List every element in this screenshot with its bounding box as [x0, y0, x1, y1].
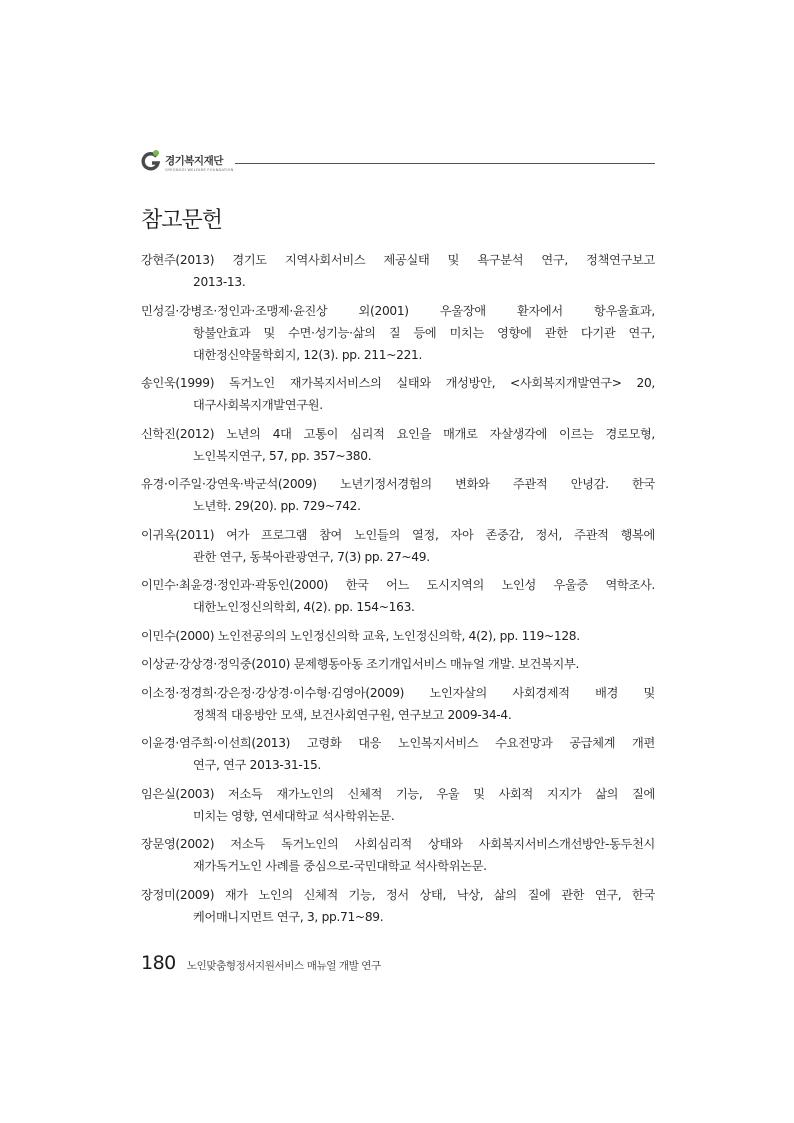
foundation-logo-icon — [141, 149, 163, 173]
reference-line: 노인복지연구, 57, pp. 357~380. — [193, 448, 372, 463]
page-number: 180 — [141, 952, 176, 974]
reference-line: 이민수·최윤경·정인과·곽동인(2000) 한국 어느 도시지역의 노인성 우울증 역학조사. — [141, 578, 655, 592]
reference-entry — [141, 653, 655, 675]
reference-entry — [141, 524, 655, 568]
reference-entry — [141, 884, 655, 928]
reference-line: 유경·이주일·강연욱·박군석(2009) 노년기정서경험의 변화와 주관적 안녕감. 한국 — [141, 477, 655, 491]
reference-line: 대한정신약물학회지, 12(3). pp. 211~221. — [193, 347, 423, 362]
reference-entry — [141, 372, 655, 416]
reference-line: 2013-13. — [193, 275, 246, 289]
page-footer — [141, 952, 381, 978]
reference-line: 이소정·정경희·강은정·강상경·이수형·김영아(2009) 노인자살의 사회경제적 배경 및 — [141, 685, 655, 700]
reference-line: 연구, 연구 2013-31-15. — [193, 758, 322, 772]
reference-entry — [141, 682, 655, 726]
reference-line: 케어매니지먼트 연구, 3, pp.71~89. — [193, 909, 384, 924]
page-header — [141, 148, 655, 178]
reference-entry — [141, 423, 655, 467]
running-title: 노인맞춤형정서지원서비스 매뉴얼 개발 연구 — [186, 960, 381, 972]
header-divider — [235, 163, 655, 164]
reference-line: 대구사회복지개발연구원. — [193, 398, 323, 412]
reference-line: 항불안효과 및 수면·성기능·삶의 질 등에 미치는 영향에 관한 다기관 연구, — [193, 325, 655, 340]
reference-line: 민성길·강병조·정인과·조맹제·윤진상 외(2001) 우울장애 환자에서 항우울효과, — [141, 303, 655, 318]
section-title: 참고문헌 — [141, 208, 223, 233]
reference-line: 미치는 영향, 연세대학교 석사학위논문. — [193, 808, 395, 823]
reference-entry — [141, 625, 655, 647]
reference-line: 이민수(2000) 노인전공의의 노인정신의학 교육, 노인정신의학, 4(2), pp. 119~128. — [141, 628, 580, 643]
foundation-english-name: GYEONGGI WELFARE FOUNDATION — [165, 168, 234, 172]
reference-line: 이귀옥(2011) 여가 프로그램 참여 노인들의 열정, 자아 존중감, 정서, 주관적 행복에 — [141, 527, 655, 542]
reference-list — [141, 249, 655, 934]
reference-line: 장정미(2009) 재가 노인의 신체적 기능, 정서 상태, 낙상, 삶의 질에 관한 연구, 한국 — [141, 887, 655, 902]
reference-entry — [141, 574, 655, 618]
reference-line: 대한노인정신의학회, 4(2). pp. 154~163. — [193, 600, 415, 614]
reference-entry — [141, 833, 655, 877]
reference-line: 정책적 대응방안 모색, 보건사회연구원, 연구보고 2009-34-4. — [193, 707, 512, 722]
reference-entry — [141, 249, 655, 293]
reference-line: 이윤경·염주희·이선희(2013) 고령화 대응 노인복지서비스 수요전망과 공급체계 개편 — [141, 736, 655, 750]
reference-line: 노년학. 29(20). pp. 729~742. — [193, 499, 361, 513]
foundation-logo-mark — [141, 149, 163, 173]
reference-line: 신학진(2012) 노년의 4대 고통이 심리적 요인을 매개로 자살생각에 이르는 경로모형, — [141, 426, 655, 441]
reference-line: 이상균·강상경·정익중(2010) 문제행동아동 조기개입서비스 매뉴얼 개발. 보건복지부. — [141, 657, 580, 671]
reference-entry — [141, 783, 655, 827]
reference-line: 송인욱(1999) 독거노인 재가복지서비스의 실태와 개성방안, <사회복지개발연구> 20, — [141, 376, 655, 390]
reference-line: 재가독거노인 사례를 중심으로-국민대학교 석사학위논문. — [193, 859, 487, 873]
reference-line: 강현주(2013) 경기도 지역사회서비스 제공실태 및 욕구분석 연구, 정책연구보고 — [141, 253, 655, 267]
reference-entry — [141, 300, 655, 366]
reference-line: 관한 연구, 동북아관광연구, 7(3) pp. 27~49. — [193, 549, 430, 564]
reference-entry — [141, 473, 655, 517]
foundation-name: 경기복지재단 — [165, 155, 223, 167]
reference-line: 장문영(2002) 저소득 독거노인의 사회심리적 상태와 사회복지서비스개선방안-동두천시 — [141, 837, 655, 851]
reference-line: 임은실(2003) 저소득 재가노인의 신체적 기능, 우울 및 사회적 지지가 삶의 질에 — [141, 786, 655, 801]
reference-entry — [141, 732, 655, 776]
